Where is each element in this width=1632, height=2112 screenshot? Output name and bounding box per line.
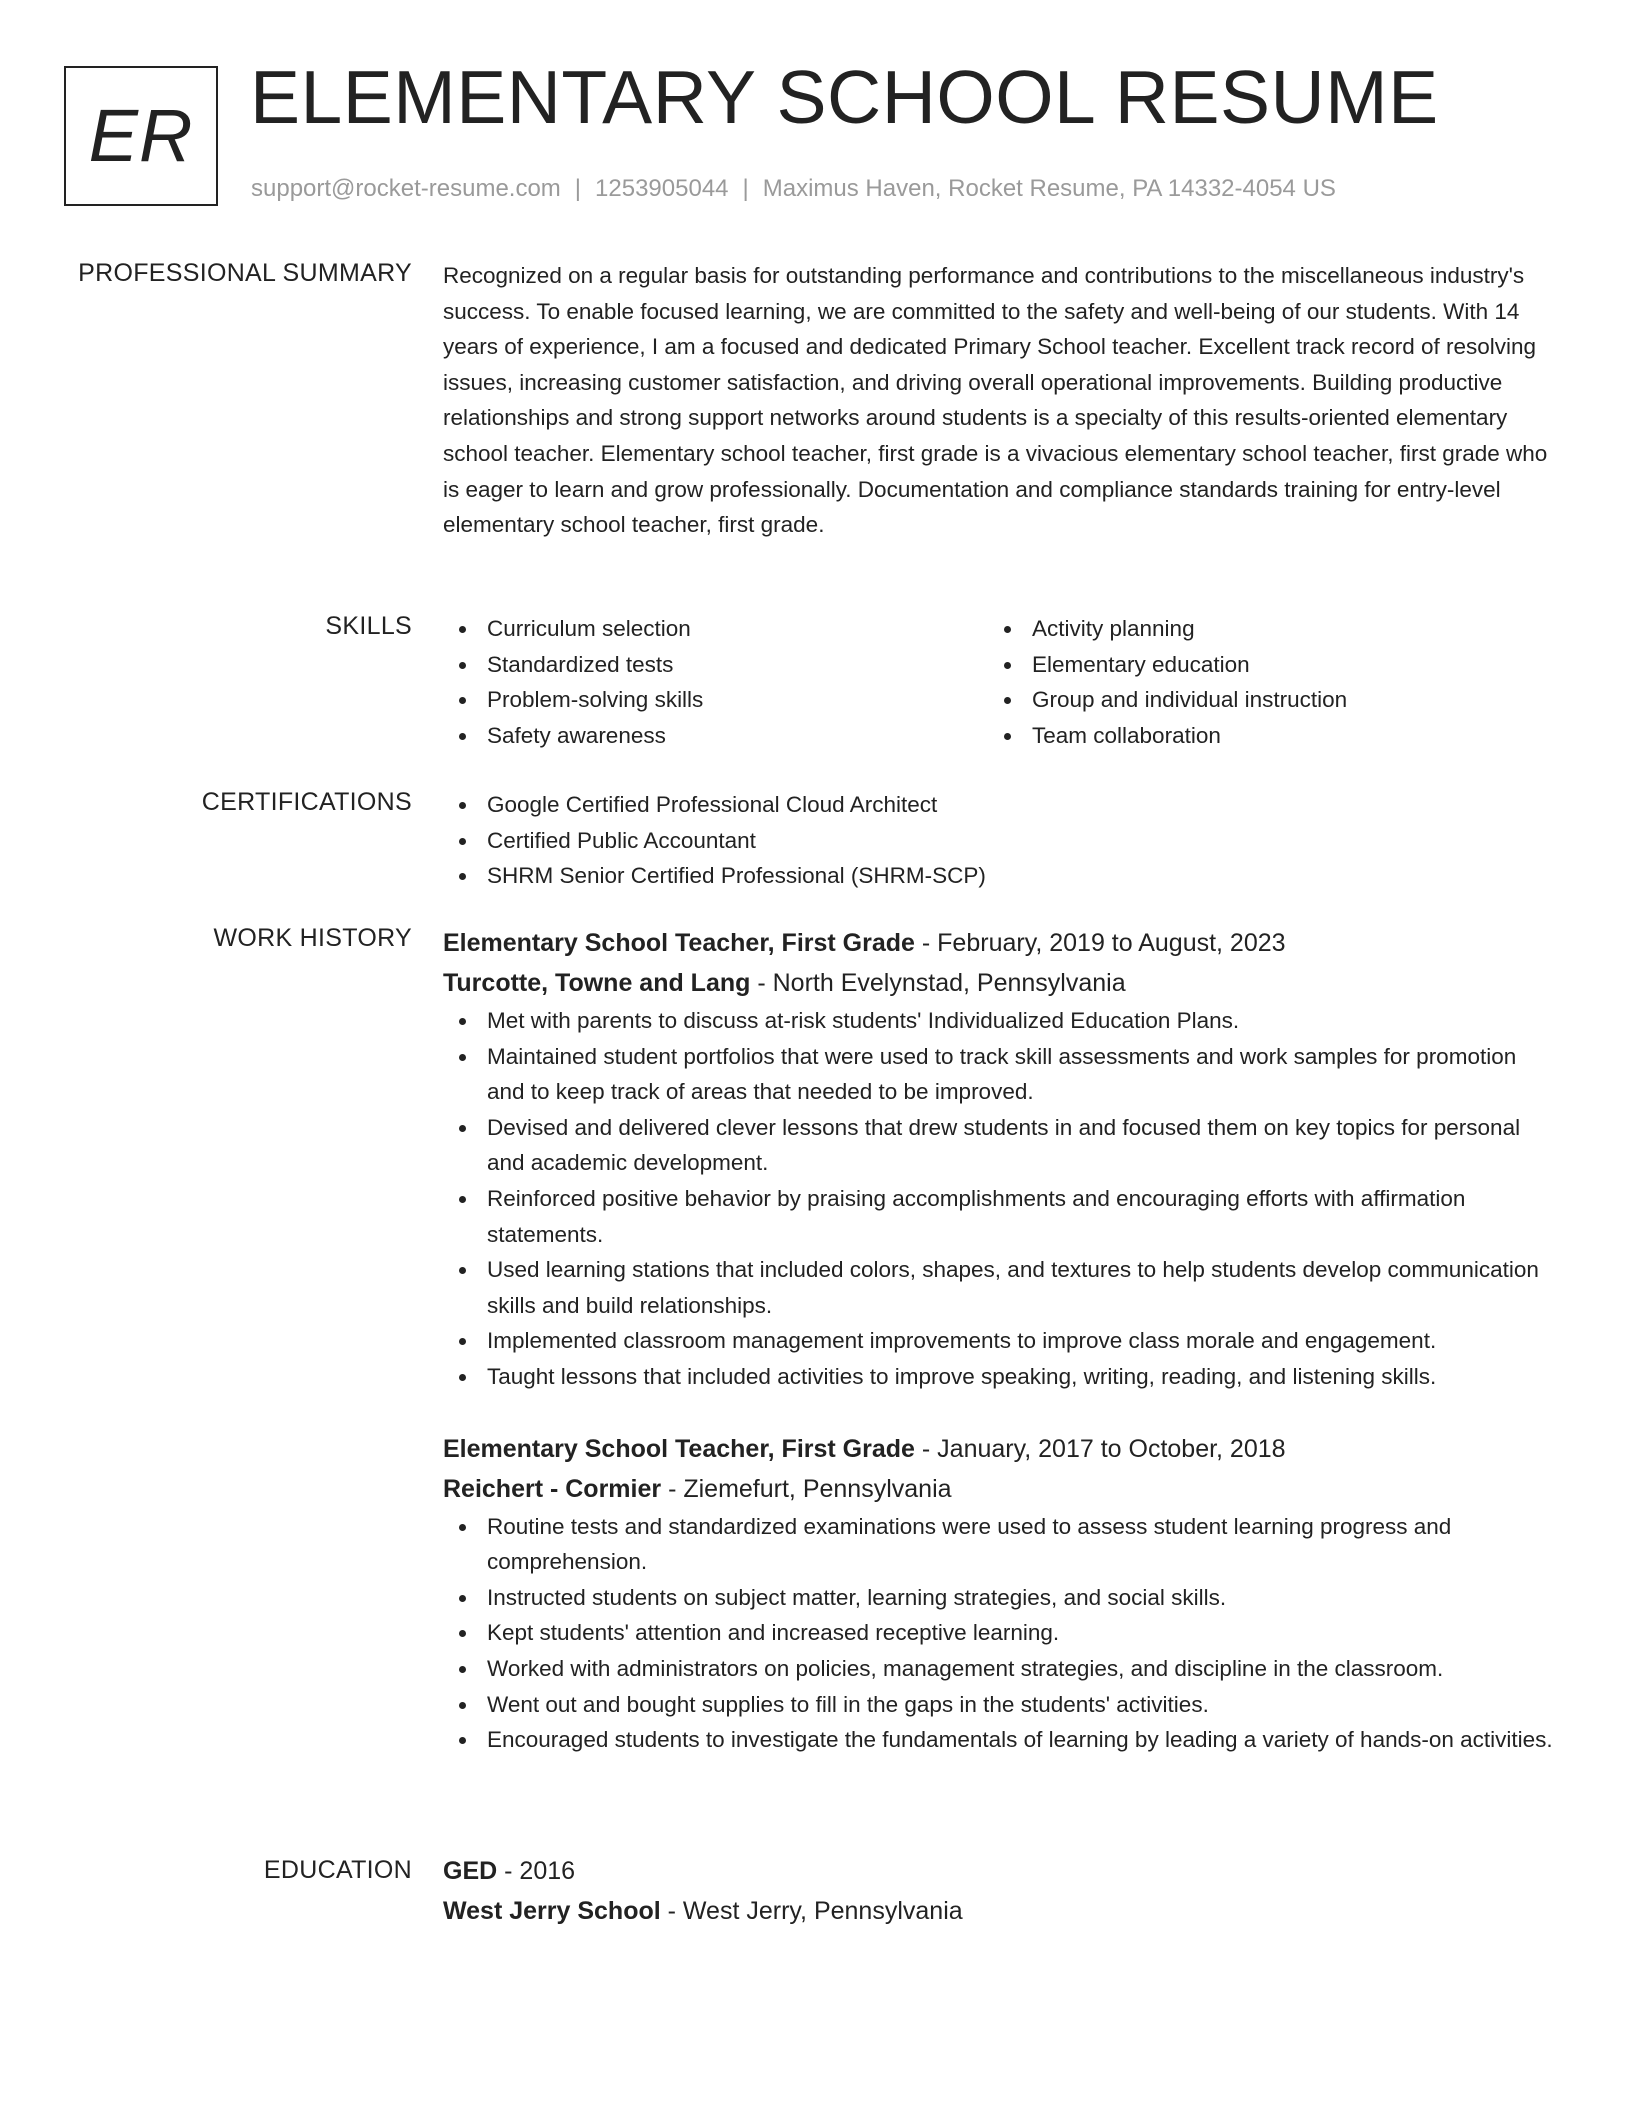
skill-item: Curriculum selection: [443, 611, 988, 647]
education-degree-line: [443, 1851, 1553, 1891]
job-title-line: [443, 923, 1553, 963]
work-history-body: [443, 923, 1553, 1758]
job-duty-item: Taught lessons that included activities to improve speaking, writing, reading, and listening skills.: [443, 1359, 1553, 1395]
education-school-line: [443, 1891, 1553, 1931]
job-duties-list: [443, 1509, 1553, 1758]
job-duty-item: Maintained student portfolios that were used to track skill assessments and work samples for promotion and to keep track of areas that needed to be improved.: [443, 1039, 1553, 1110]
job-duty-item: Went out and bought supplies to fill in the gaps in the students' activities.: [443, 1687, 1553, 1723]
contact-address: Maximus Haven, Rocket Resume, PA 14332-4054 US: [762, 175, 1336, 202]
job-location: - Ziemefurt, Pennsylvania: [668, 1474, 952, 1503]
job-duty-item: Instructed students on subject matter, learning strategies, and social skills.: [443, 1580, 1553, 1616]
certification-item: SHRM Senior Certified Professional (SHRM-SCP): [443, 858, 1553, 894]
education-degree: GED: [443, 1857, 498, 1885]
education-year: - 2016: [504, 1857, 576, 1885]
page-title: ELEMENTARY SCHOOL RESUME: [250, 55, 1439, 139]
job-duty-item: Devised and delivered clever lessons that drew students in and focused them on key topics for personal and academic development.: [443, 1110, 1553, 1181]
job-duty-item: Implemented classroom management improvements to improve class morale and engagement.: [443, 1323, 1553, 1359]
contact-phone: 1253905044: [595, 175, 729, 202]
job-duty-item: Worked with administrators on policies, management strategies, and discipline in the classroom.: [443, 1651, 1553, 1687]
skill-item: Problem-solving skills: [443, 682, 988, 718]
job-duty-item: Met with parents to discuss at-risk students' Individualized Education Plans.: [443, 1003, 1553, 1039]
skills-body: [443, 611, 1553, 753]
job-location: - North Evelynstad, Pennsylvania: [757, 969, 1126, 997]
skills-list-left: [443, 611, 988, 753]
monogram-box: [64, 66, 218, 206]
contact-separator: |: [742, 175, 749, 202]
job-title: Elementary School Teacher, First Grade: [443, 1434, 915, 1463]
job-title: Elementary School Teacher, First Grade: [443, 929, 915, 957]
section-heading-skills: SKILLS: [325, 612, 412, 640]
job-duty-item: Kept students' attention and increased receptive learning.: [443, 1615, 1553, 1651]
job-entry: [443, 1429, 1553, 1758]
section-heading-summary: PROFESSIONAL SUMMARY: [78, 259, 412, 287]
job-title-line: [443, 1429, 1553, 1469]
skill-item: Safety awareness: [443, 718, 988, 754]
contact-separator: |: [574, 175, 582, 202]
skill-item: Standardized tests: [443, 647, 988, 683]
job-duty-item: Routine tests and standardized examinations were used to assess student learning progress and comprehension.: [443, 1509, 1553, 1580]
contact-line: [251, 175, 1336, 204]
job-dates: - February, 2019 to August, 2023: [921, 929, 1286, 957]
skill-item: Group and individual instruction: [988, 682, 1533, 718]
skill-item: Activity planning: [988, 611, 1533, 647]
job-company-line: [443, 1469, 1553, 1509]
section-heading-work-history: WORK HISTORY: [213, 924, 412, 952]
certification-item: Google Certified Professional Cloud Architect: [443, 787, 1553, 823]
job-entry: [443, 923, 1553, 1395]
job-duties-list: [443, 1003, 1553, 1395]
job-duty-item: Reinforced positive behavior by praising accomplishments and encouraging efforts with affirmation statements.: [443, 1181, 1553, 1252]
job-company: Reichert - Cormier: [443, 1474, 662, 1503]
education-body: [443, 1851, 1553, 1931]
job-dates: - January, 2017 to October, 2018: [921, 1434, 1286, 1463]
job-duty-item: Encouraged students to investigate the fundamentals of learning by leading a variety of hands-on activities.: [443, 1722, 1553, 1758]
certifications-body: [443, 787, 1553, 894]
contact-email: support@rocket-resume.com: [251, 175, 561, 202]
section-heading-certifications: CERTIFICATIONS: [201, 788, 412, 816]
education-location: - West Jerry, Pennsylvania: [667, 1897, 963, 1925]
summary-body: [443, 258, 1553, 543]
summary-text: Recognized on a regular basis for outstanding performance and contributions to the miscellaneous industry's success. To enable focused learning, we are committed to the safety and well-being of our students. With 14 years of experience, I am a focused and dedicated Primary School teacher. Excellent track record of resolving issues, increasing customer satisfaction, and driving overall operational improvements. Building productive relationships and strong support networks around students is a specialty of this results-oriented elementary school teacher. Elementary school teacher, first grade is a vivacious elementary school teacher, first grade who is eager to learn and grow professionally. Documentation and compliance standards training for entry-level elementary school teacher, first grade.: [443, 263, 1548, 538]
skill-item: Team collaboration: [988, 718, 1533, 754]
job-duty-item: Used learning stations that included colors, shapes, and textures to help students develop communication skills and build relationships.: [443, 1252, 1553, 1323]
certification-item: Certified Public Accountant: [443, 823, 1553, 859]
skills-list-right: [988, 611, 1533, 753]
job-company: Turcotte, Towne and Lang: [443, 969, 751, 997]
education-school: West Jerry School: [443, 1897, 661, 1925]
skill-item: Elementary education: [988, 647, 1533, 683]
certifications-list: [443, 787, 1553, 894]
monogram-initials: ER: [88, 94, 194, 177]
job-company-line: [443, 963, 1553, 1003]
section-heading-education: EDUCATION: [263, 1856, 412, 1884]
